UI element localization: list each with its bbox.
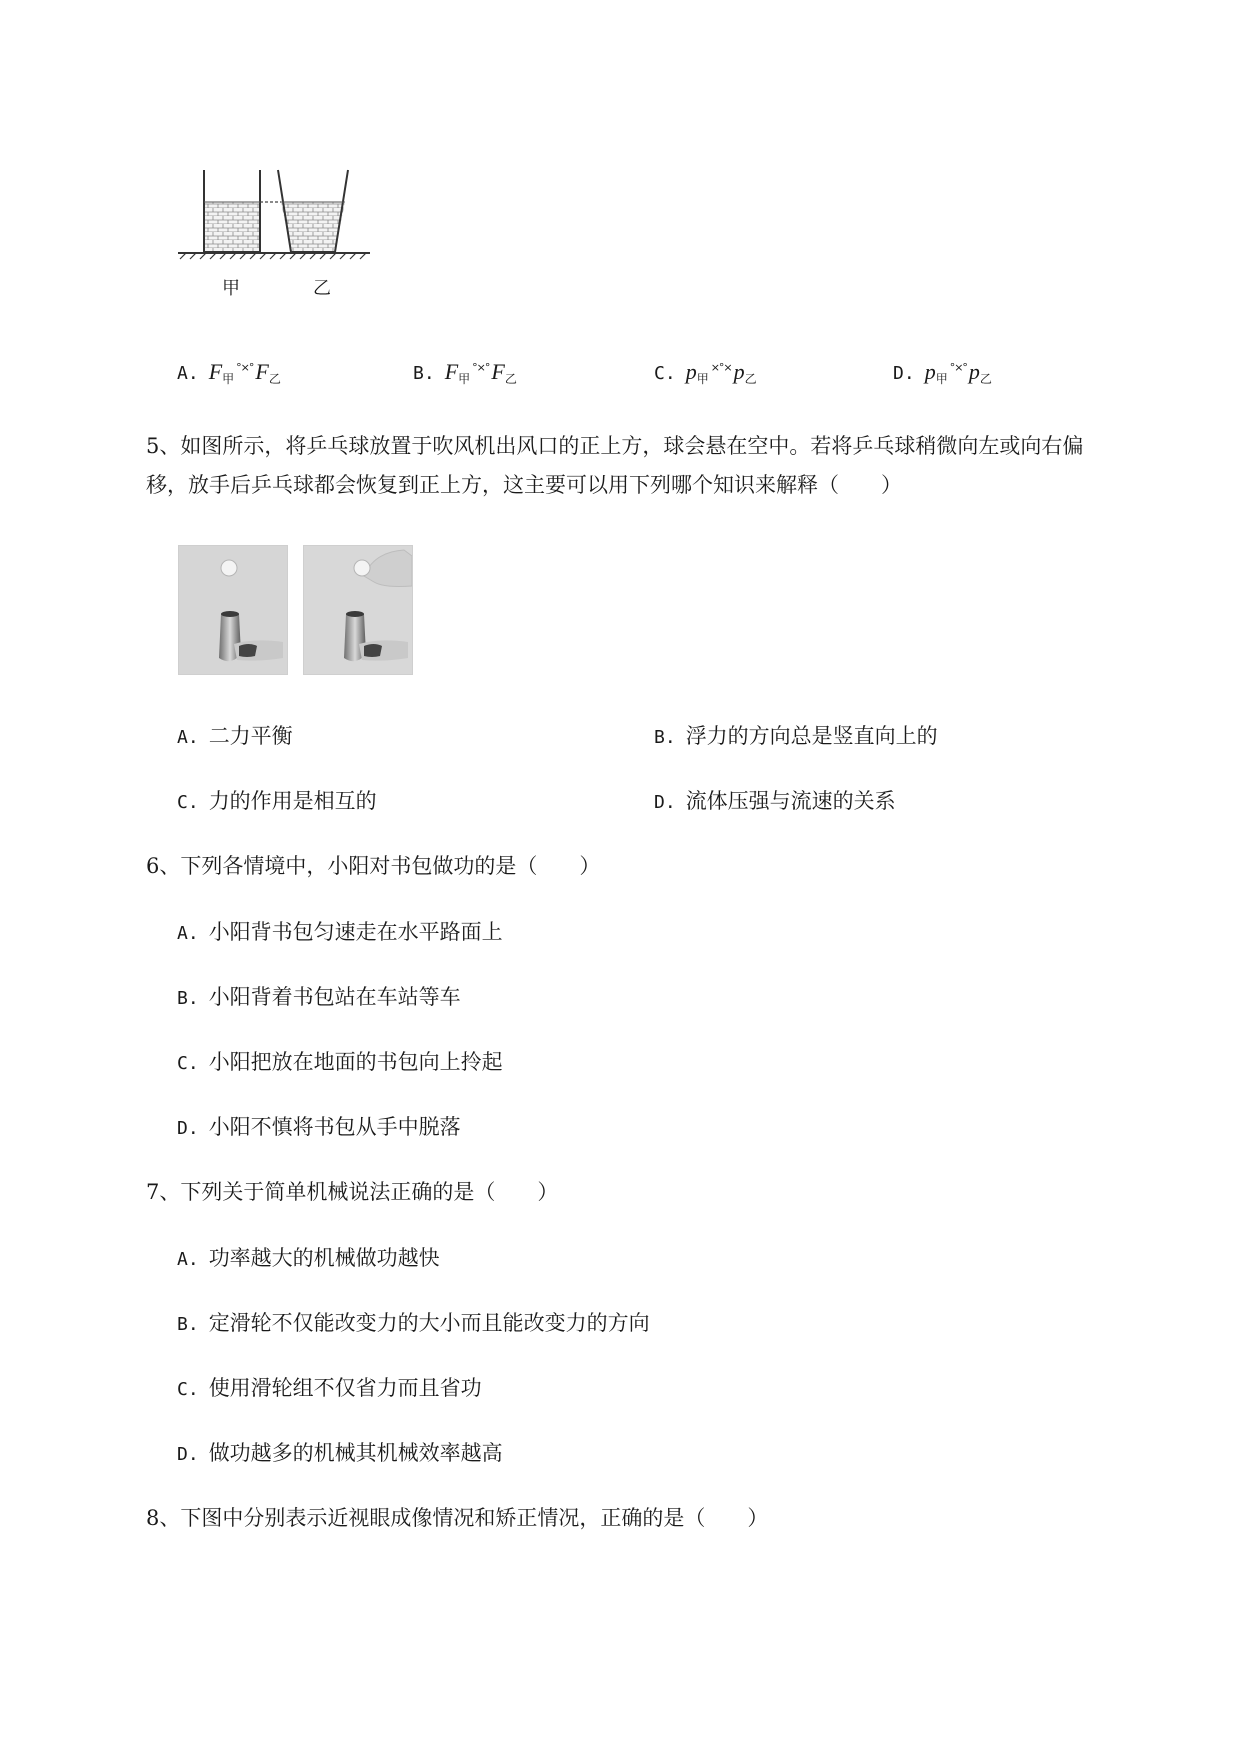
q7-option-c[interactable] [177, 1373, 482, 1405]
q4-option-a[interactable] [177, 353, 281, 394]
option-subscript: 甲 [222, 372, 235, 386]
q7-option-a[interactable] [177, 1243, 440, 1275]
option-label: D. [177, 1444, 199, 1465]
option-text: 定滑轮不仅能改变力的大小而且能改变力的方向 [208, 1311, 650, 1335]
option-symbol: p [968, 359, 980, 384]
option-text: 力的作用是相互的 [208, 789, 377, 813]
option-symbol: p [733, 359, 745, 384]
option-text: 浮力的方向总是竖直向上的 [685, 724, 938, 748]
option-subscript: 乙 [744, 372, 757, 386]
q6-option-b[interactable] [177, 982, 461, 1014]
q8-stem: 8、下图中分别表示近视眼成像情况和矫正情况，正确的是（ ） [146, 1506, 769, 1530]
q4-option-c[interactable] [654, 353, 757, 394]
option-subscript: 乙 [268, 372, 281, 386]
option-label: C. [177, 1379, 199, 1400]
option-label: A. [177, 363, 199, 384]
figure-label-jia: 甲 [222, 278, 240, 299]
option-label: C. [654, 363, 676, 384]
q5-stem-line2: 移，放手后乒乓球都会恢复到正上方，这主要可以用下列哪个知识来解释（ ） [146, 473, 902, 497]
q6-option-a[interactable] [177, 917, 503, 949]
q7-stem: 7、下列关于简单机械说法正确的是（ ） [146, 1180, 559, 1204]
q6-stem: 6、下列各情境中，小阳对书包做功的是（ ） [146, 854, 601, 878]
option-label: D. [893, 363, 915, 384]
option-symbol: F [491, 359, 505, 384]
option-symbol: p [685, 359, 697, 384]
option-label: C. [177, 792, 199, 813]
option-text: 小阳把放在地面的书包向上拎起 [208, 1050, 503, 1074]
q5-stem-line1: 5、如图所示，将乒乓球放置于吹风机出风口的正上方，球会悬在空中。若将乒乓球稍微向左或向右偏 [146, 434, 1084, 458]
relation-glyph: ×°× [710, 361, 732, 374]
option-subscript: 甲 [935, 372, 948, 386]
option-text: 小阳背书包匀速走在水平路面上 [208, 920, 503, 944]
option-text: 使用滑轮组不仅省力而且省功 [208, 1376, 482, 1400]
option-label: A. [177, 1249, 199, 1270]
option-label: B. [177, 988, 199, 1009]
option-label: D. [654, 792, 676, 813]
containers-figure [170, 160, 380, 300]
option-symbol: p [924, 359, 936, 384]
relation-glyph: °×° [236, 361, 254, 374]
option-label: A. [177, 923, 199, 944]
option-text: 做功越多的机械其机械效率越高 [208, 1441, 503, 1465]
q5-option-a[interactable] [177, 721, 293, 753]
option-subscript: 乙 [979, 372, 992, 386]
option-subscript: 乙 [504, 372, 517, 386]
q4-option-d[interactable] [893, 353, 992, 394]
hair-dryer-photo-right [303, 545, 413, 675]
q5-option-d[interactable] [654, 786, 896, 818]
relation-glyph: °×° [472, 361, 490, 374]
option-label: C. [177, 1053, 199, 1074]
option-text: 小阳不慎将书包从手中脱落 [208, 1115, 461, 1139]
q7-option-b[interactable] [177, 1308, 650, 1340]
option-text: 功率越大的机械做功越快 [208, 1246, 440, 1270]
option-label: B. [413, 363, 435, 384]
option-symbol: F [208, 359, 223, 384]
q7-option-d[interactable] [177, 1438, 503, 1470]
option-text: 二力平衡 [208, 724, 293, 748]
option-label: B. [654, 727, 676, 748]
option-symbol: F [444, 359, 459, 384]
option-text: 流体压强与流速的关系 [685, 789, 896, 813]
option-label: B. [177, 1314, 199, 1335]
option-label: D. [177, 1118, 199, 1139]
q4-option-b[interactable] [413, 353, 517, 394]
figure-label-yi: 乙 [313, 278, 331, 299]
q5-option-b[interactable] [654, 721, 938, 753]
q6-option-d[interactable] [177, 1112, 461, 1144]
hair-dryer-photo-left [178, 545, 288, 675]
option-symbol: F [255, 359, 269, 384]
option-text: 小阳背着书包站在车站等车 [208, 985, 461, 1009]
q5-option-c[interactable] [177, 786, 377, 818]
option-subscript: 甲 [458, 372, 471, 386]
relation-glyph: °×° [949, 361, 967, 374]
option-label: A. [177, 727, 199, 748]
q6-option-c[interactable] [177, 1047, 503, 1079]
option-subscript: 甲 [696, 372, 709, 386]
